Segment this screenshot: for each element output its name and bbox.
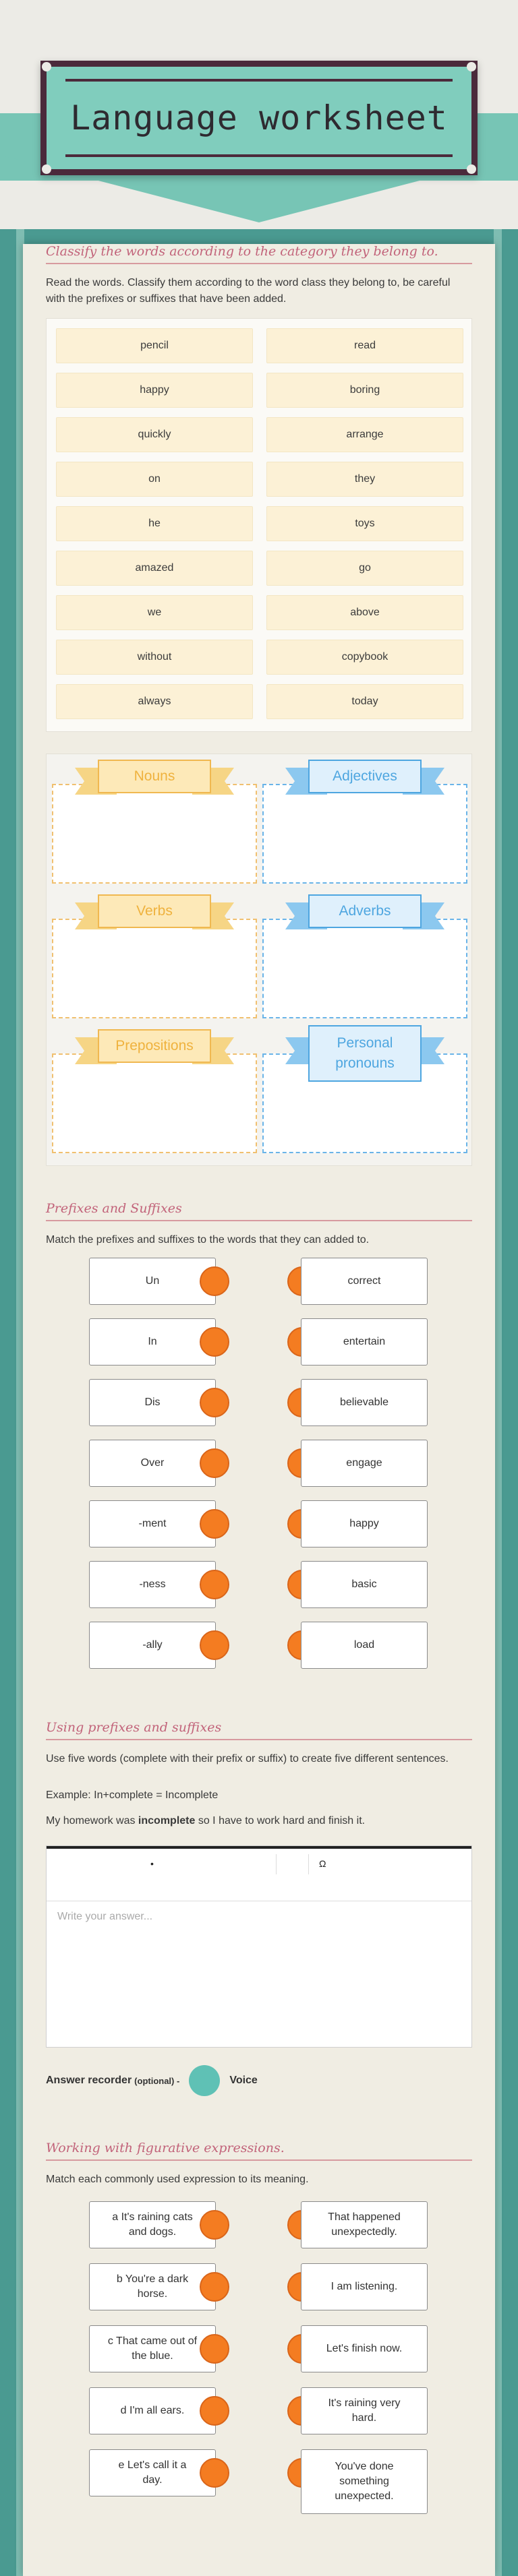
match-connector-dot[interactable] xyxy=(200,2210,229,2240)
category-area xyxy=(46,754,472,1166)
header xyxy=(0,0,518,229)
match-left-item: Dis xyxy=(89,1379,216,1426)
match-connector-dot[interactable] xyxy=(200,1630,229,1660)
category-label-prepositions: Prepositions xyxy=(98,1029,211,1063)
drop-zone-adjectives[interactable] xyxy=(262,784,467,884)
title-card xyxy=(40,61,478,175)
category-label-line: pronouns xyxy=(335,1055,395,1071)
match-connector-dot[interactable] xyxy=(200,1448,229,1478)
draggable-word[interactable]: boring xyxy=(266,373,463,408)
category-label-nouns: Nouns xyxy=(98,760,211,793)
match-left-item: e Let's call it a day. xyxy=(89,2449,216,2496)
draggable-word[interactable]: we xyxy=(56,595,253,630)
draggable-word[interactable]: today xyxy=(266,684,463,719)
match-left-item: b You're a dark horse. xyxy=(89,2263,216,2310)
match-right-item: entertain xyxy=(301,1318,428,1366)
category-ribbon-adjectives xyxy=(285,760,444,797)
draggable-word[interactable]: arrange xyxy=(266,417,463,452)
draggable-word[interactable]: go xyxy=(266,551,463,586)
match-right-item: That happened unexpectedly. xyxy=(301,2201,428,2248)
recorder-voice-label: Voice xyxy=(229,2075,258,2086)
draggable-word[interactable]: copybook xyxy=(266,640,463,675)
title-rule-top xyxy=(65,79,453,82)
toolbar-divider xyxy=(308,1854,309,1874)
word-bank xyxy=(46,318,472,732)
answer-textarea[interactable]: Write your answer... xyxy=(57,1911,153,1922)
match-right-item: I am listening. xyxy=(301,2263,428,2310)
category-label-personal-pronouns xyxy=(308,1025,422,1082)
category-ribbon-nouns xyxy=(75,760,234,797)
drop-zone-verbs[interactable] xyxy=(52,919,257,1018)
draggable-word[interactable]: he xyxy=(56,506,253,541)
match-left-item: Un xyxy=(89,1258,216,1305)
category-ribbon-adverbs xyxy=(285,894,444,932)
example-sentence-start: My homework was xyxy=(46,1815,138,1827)
special-character-icon[interactable]: Ω xyxy=(319,1858,326,1869)
drop-zone-adverbs[interactable] xyxy=(262,919,467,1018)
match-right-item: You've done something unexpected. xyxy=(301,2449,428,2514)
drop-zone-nouns[interactable] xyxy=(52,784,257,884)
corner-notch xyxy=(42,62,51,71)
category-label-adverbs: Adverbs xyxy=(308,894,422,928)
instruction-prefixes: Match the prefixes and suffixes to the words that they can added to. xyxy=(46,1234,370,1246)
answer-editor xyxy=(46,1845,472,2048)
match-right-item: engage xyxy=(301,1440,428,1487)
answer-recorder xyxy=(46,2064,316,2097)
drop-zone-prepositions[interactable] xyxy=(52,1053,257,1153)
recorder-label: Answer recorder xyxy=(46,2075,132,2086)
bullet-list-icon[interactable]: • xyxy=(150,1858,154,1869)
match-connector-dot[interactable] xyxy=(200,1570,229,1599)
match-right-item: basic xyxy=(301,1561,428,1608)
draggable-word[interactable]: they xyxy=(266,462,463,497)
match-left-item: c That came out of the blue. xyxy=(89,2325,216,2372)
instruction-figurative: Match each commonly used expression to its meaning. xyxy=(46,2174,309,2185)
section-heading-classify: Classify the words according to the category they belong to. xyxy=(46,244,472,264)
record-voice-button[interactable] xyxy=(189,2065,220,2096)
match-left-item: In xyxy=(89,1318,216,1366)
match-connector-dot[interactable] xyxy=(200,1266,229,1296)
example-text: Example: In+complete = Incomplete xyxy=(46,1789,219,1801)
category-label-adjectives: Adjectives xyxy=(308,760,422,793)
match-left-item: -ment xyxy=(89,1500,216,1547)
match-left-item: a It's raining cats and dogs. xyxy=(89,2201,216,2248)
category-ribbon-prepositions xyxy=(75,1029,234,1067)
match-connector-dot[interactable] xyxy=(200,2334,229,2364)
example-sentence-bold: incomplete xyxy=(138,1815,196,1827)
instruction-using-prefixes: Use five words (complete with their prefix or suffix) to create five different sentences. xyxy=(46,1753,449,1765)
match-left-item: -ness xyxy=(89,1561,216,1608)
title-card-inner xyxy=(47,67,471,169)
example-sentence-end: so I have to work hard and finish it. xyxy=(195,1815,366,1827)
example-sentence xyxy=(46,1813,472,1829)
draggable-word[interactable]: happy xyxy=(56,373,253,408)
draggable-word[interactable]: read xyxy=(266,328,463,363)
category-ribbon-verbs xyxy=(75,894,234,932)
corner-notch xyxy=(42,164,51,174)
match-connector-dot[interactable] xyxy=(200,1388,229,1417)
category-label-line: Personal xyxy=(337,1035,393,1051)
draggable-word[interactable]: toys xyxy=(266,506,463,541)
match-left-item: Over xyxy=(89,1440,216,1487)
corner-notch xyxy=(467,164,476,174)
category-label-verbs: Verbs xyxy=(98,894,211,928)
page-title: Language worksheet xyxy=(70,98,448,137)
recorder-optional-note: (optional) - xyxy=(134,2075,180,2086)
draggable-word[interactable]: without xyxy=(56,640,253,675)
match-right-item: It's raining very hard. xyxy=(301,2387,428,2434)
match-connector-dot[interactable] xyxy=(200,2272,229,2302)
match-right-item: correct xyxy=(301,1258,428,1305)
match-connector-dot[interactable] xyxy=(200,1509,229,1539)
draggable-word[interactable]: always xyxy=(56,684,253,719)
match-right-item: load xyxy=(301,1622,428,1669)
title-rule-bottom xyxy=(65,154,453,157)
draggable-word[interactable]: quickly xyxy=(56,417,253,452)
match-right-item: Let's finish now. xyxy=(301,2325,428,2372)
instruction-classify: Read the words. Classify them according to the word class they belong to, be careful with the prefixes or suffixes that have been added. xyxy=(46,277,451,305)
section-heading-using-prefixes: Using prefixes and suffixes xyxy=(46,1720,472,1740)
draggable-word[interactable]: above xyxy=(266,595,463,630)
section-heading-figurative: Working with figurative expressions. xyxy=(46,2141,472,2161)
match-left-item: -ally xyxy=(89,1622,216,1669)
draggable-word[interactable]: pencil xyxy=(56,328,253,363)
draggable-word[interactable]: amazed xyxy=(56,551,253,586)
match-left-item: d I'm all ears. xyxy=(89,2387,216,2434)
section-heading-prefixes: Prefixes and Suffixes xyxy=(46,1201,472,1221)
match-connector-dot[interactable] xyxy=(200,1327,229,1357)
match-right-item: happy xyxy=(301,1500,428,1547)
match-connector-dot[interactable] xyxy=(200,2458,229,2488)
match-connector-dot[interactable] xyxy=(200,2396,229,2426)
category-ribbon-personal-pronouns xyxy=(285,1029,444,1071)
toolbar-divider xyxy=(276,1854,277,1874)
corner-notch xyxy=(467,62,476,71)
match-right-item: believable xyxy=(301,1379,428,1426)
draggable-word[interactable]: on xyxy=(56,462,253,497)
editor-toolbar xyxy=(47,1846,471,1901)
